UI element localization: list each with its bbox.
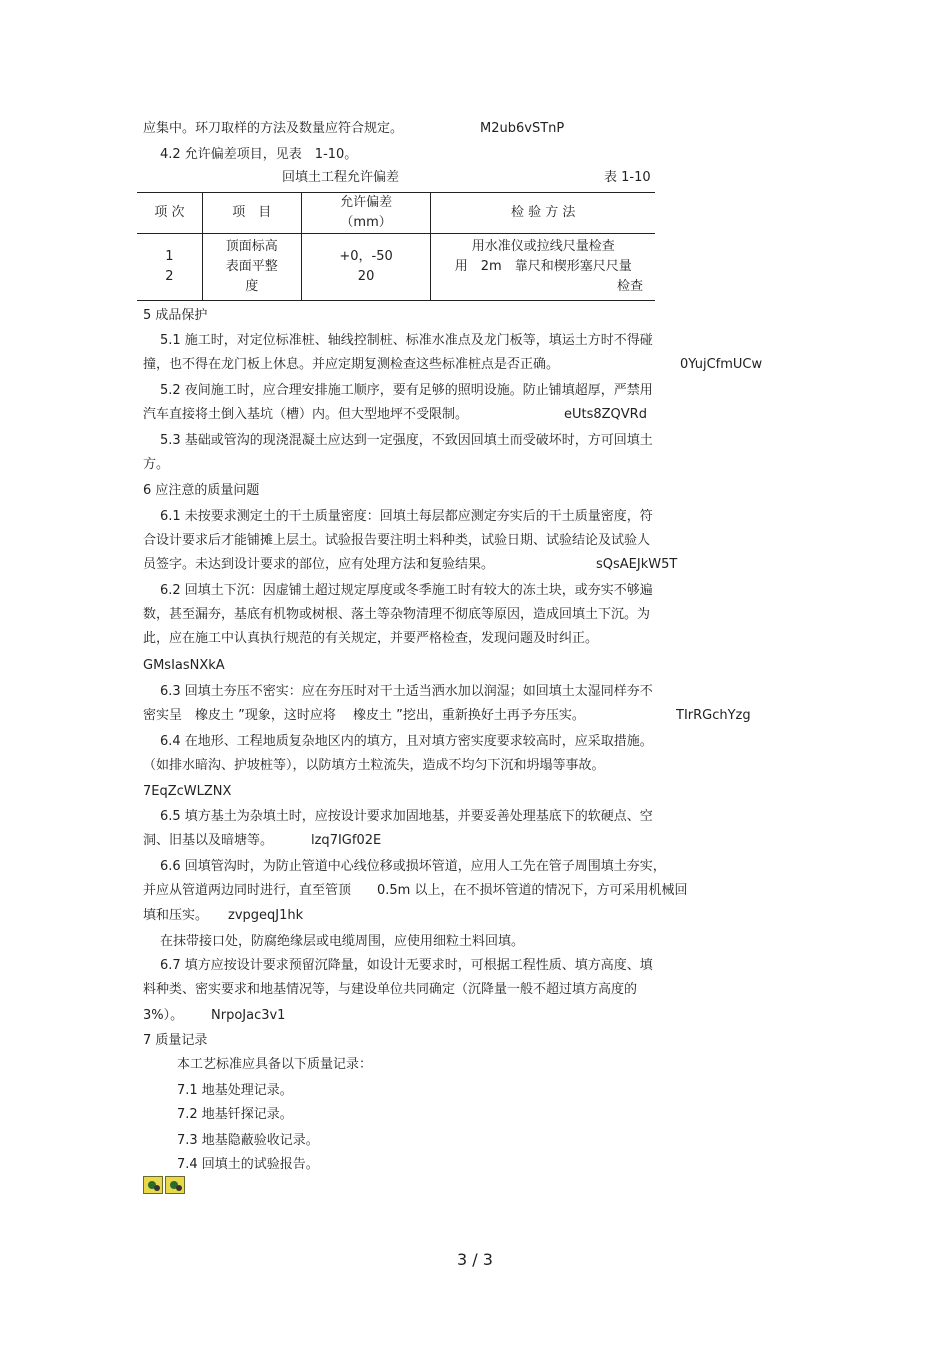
tolerance-table — [137, 193, 655, 300]
text-line: 6.5 填方基土为杂填土时，应按设计要求加固地基，并要妥善处理基底下的软硬点、空 — [160, 809, 653, 824]
text-line: 6.2 回填土下沉：因虚铺土超过规定厚度或冬季施工时有较大的冻土块，或夯实不够遍 — [160, 583, 653, 598]
text-line: 5.3 基础或管沟的现浇混凝土应达到一定强度，不致因回填土而受破坏时，方可回填土 — [160, 433, 653, 448]
record-item: 7.1 地基处理记录。 — [177, 1083, 293, 1098]
text-line: 撞，也不得在龙门板上休息。并应定期复测检查这些标准桩点是否正确。 — [143, 357, 560, 372]
text-line: 员签字。未达到设计要求的部位，应有处理方法和复验结果。 — [143, 557, 495, 572]
doc-code: M2ub6vSTnP — [480, 121, 565, 136]
row-method: 用水准仪或拉线尺量检查 用 2m 靠尺和楔形塞尺尺量 检查 — [454, 239, 643, 294]
doc-code: sQsAEJkW5T — [596, 557, 678, 572]
doc-tool-icon[interactable] — [143, 1176, 163, 1194]
table-bottom-rule — [137, 300, 655, 301]
record-item: 7.2 地基钎探记录。 — [177, 1107, 293, 1122]
section-title: 7 质量记录 — [143, 1033, 208, 1048]
doc-code: zvpgeqJ1hk — [228, 908, 304, 923]
text-line: 合设计要求后才能铺摊上层土。试验报告要注明土料种类，试验日期、试验结论及试验人 — [143, 533, 651, 548]
section-title: 6 应注意的质量问题 — [143, 483, 260, 498]
table-number: 表 1-10 — [604, 170, 651, 185]
doc-tool-icon[interactable] — [165, 1176, 185, 1194]
record-item: 7.3 地基隐蔽验收记录。 — [177, 1133, 319, 1148]
header-method: 检 验 方 法 — [431, 193, 655, 234]
text-line: 本工艺标准应具备以下质量记录： — [177, 1057, 373, 1072]
record-item: 7.4 回填土的试验报告。 — [177, 1157, 319, 1172]
doc-code: 0YujCfmUCw — [680, 357, 763, 372]
text-line: 6.6 回填管沟时，为防止管道中心线位移或损坏管道，应用人工先在管子周围填土夯实， — [160, 859, 666, 874]
text-line: 6.7 填方应按设计要求预留沉降量，如设计无要求时，可根据工程性质、填方高度、填 — [160, 958, 653, 973]
text-line: 密实呈 橡皮土 ”现象，这时应将 橡皮土 ”挖出，重新换好土再予夯压实。 — [143, 708, 585, 723]
text-line: 方。 — [143, 457, 170, 472]
text-line: 5.2 夜间施工时，应合理安排施工顺序，要有足够的照明设施。防止铺填超厚，严禁用 — [160, 383, 653, 398]
header-index: 项 次 — [137, 193, 202, 234]
doc-code: TIrRGchYzg — [676, 708, 751, 723]
doc-code: lzq7IGf02E — [311, 833, 382, 848]
text-line: 汽车直接将土倒入基坑（槽）内。但大型地坪不受限制。 — [143, 407, 469, 422]
row-index: 1 2 — [137, 234, 202, 301]
text-line: 3%）。 — [143, 1008, 184, 1023]
text-line: 数，甚至漏夯，基底有机物或树根、落土等杂物清理不彻底等原因，造成回填土下沉。为 — [143, 607, 651, 622]
doc-code: 7EqZcWLZNX — [143, 784, 232, 799]
doc-code: GMsIasNXkA — [143, 658, 225, 673]
text-line: 此，应在施工中认真执行规范的有关规定，并要严格检查，发现问题及时纠正。 — [143, 631, 599, 646]
header-item: 项 目 — [202, 193, 301, 234]
text-line: 应集中。环刀取样的方法及数量应符合规定。 — [143, 121, 404, 136]
text-line: 5.1 施工时，对定位标准桩、轴线控制桩、标准水准点及龙门板等，填运土方时不得碰 — [160, 333, 653, 348]
text-line: 6.3 回填土夯压不密实：应在夯压时对干土适当洒水加以润湿；如回填土太湿同样夯不 — [160, 684, 653, 699]
text-line: 在抹带接口处，防腐绝缘层或电缆周围，应使用细粒土料回填。 — [160, 934, 525, 949]
text-line: 并应从管道两边同时进行，直至管顶 0.5m 以上，在不损坏管道的情况下，方可采用机械回 — [143, 883, 688, 898]
toolbar-icons — [143, 1176, 185, 1194]
page-number: 3 / 3 — [457, 1250, 493, 1269]
table-caption: 回填土工程允许偏差 — [282, 170, 400, 185]
text-line: （如排水暗沟、护坡桩等），以防填方土粒流失，造成不均匀下沉和坍塌等事故。 — [143, 758, 605, 773]
header-tolerance: 允许偏差 （mm） — [301, 193, 431, 234]
doc-code: eUts8ZQVRd — [564, 407, 647, 422]
text-line: 填和压实。 — [143, 908, 209, 923]
row-tolerance: +0，-50 20 — [301, 234, 431, 301]
section-title: 5 成品保护 — [143, 308, 208, 323]
text-line: 6.1 未按要求测定土的干土质量密度：回填土每层都应测定夯实后的干土质量密度，符 — [160, 509, 653, 524]
text-line: 4.2 允许偏差项目，见表 1-10。 — [160, 147, 358, 162]
row-item: 顶面标高 表面平整 度 — [202, 234, 301, 301]
text-line: 洞、旧基以及暗塘等。 — [143, 833, 274, 848]
text-line: 6.4 在地形、工程地质复杂地区内的填方，且对填方密实度要求较高时，应采取措施。 — [160, 734, 653, 749]
doc-code: NrpoJac3v1 — [211, 1008, 286, 1023]
text-line: 料种类、密实要求和地基情况等，与建设单位共同确定（沉降量一般不超过填方高度的 — [143, 982, 638, 997]
